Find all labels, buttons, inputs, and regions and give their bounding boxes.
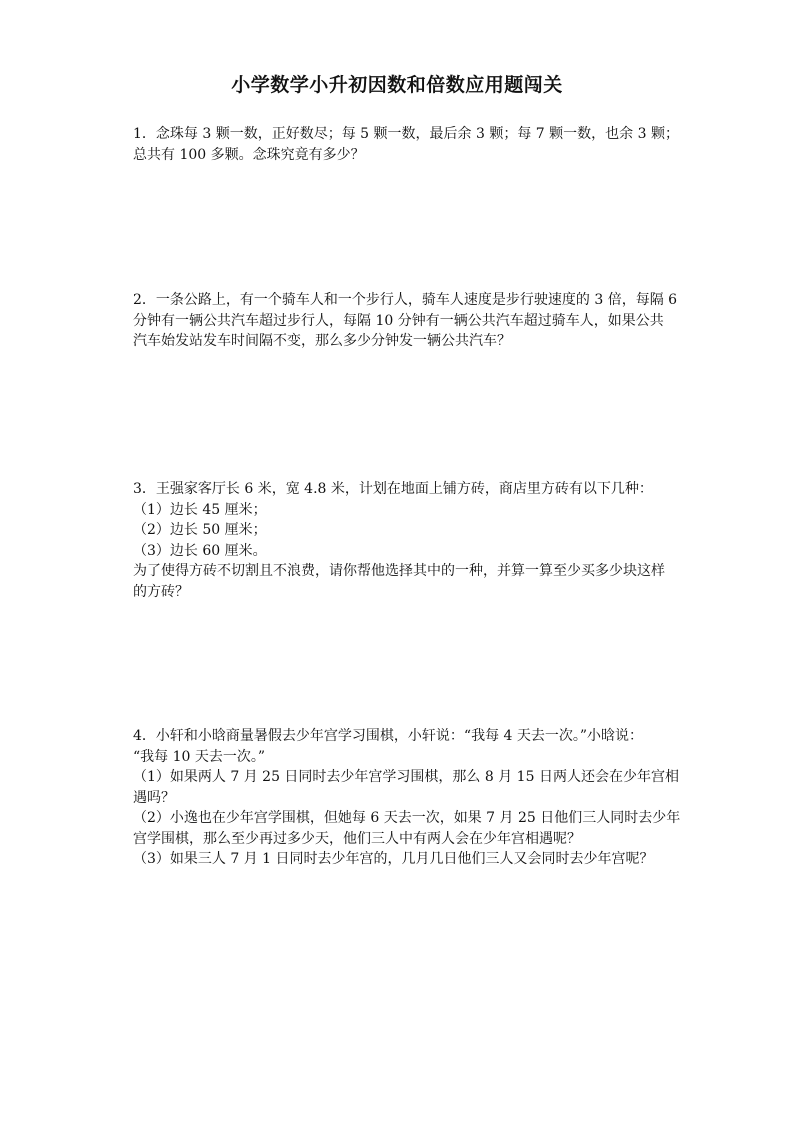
question-3-option-3: （3）边长 60 厘米。	[133, 542, 267, 559]
question-3-line-1: 3．王强家客厅长 6 米，宽 4.8 米，计划在地面上铺方砖，商店里方砖有以下几种：	[133, 481, 653, 497]
question-3-option-2: （2）边长 50 厘米；	[133, 522, 267, 538]
question-2	[133, 290, 678, 352]
question-4-sub-1-line-2: 遇吗？	[133, 789, 175, 806]
question-4-sub-2-line-1: （2）小逸也在少年宫学围棋，但她每 6 天去一次，如果 7 月 25 日他们三人同时去少年	[133, 810, 681, 826]
page-title: 小学数学小升初因数和倍数应用题闯关	[231, 74, 563, 96]
question-3-line-5: 为了使得方砖不切割且不浪费，请你帮他选择其中的一种，并算一算至少买多少块这样	[133, 563, 665, 579]
question-4-sub-2-line-2: 宫学围棋，那么至少再过多少天，他们三人中有两人会在少年宫相遇呢？	[133, 830, 581, 847]
question-2-line-3: 汽车始发站发车时间隔不变，那么多少分钟发一辆公共汽车？	[133, 333, 511, 349]
question-3-option-1: （1）边长 45 厘米；	[133, 501, 267, 518]
question-1-line-2: 总共有 100 多颗。念珠究竟有多少？	[133, 146, 365, 163]
question-4	[133, 726, 681, 870]
question-1	[133, 124, 679, 165]
question-4-sub-1-line-1: （1）如果两人 7 月 25 日同时去少年宫学习围棋，那么 8 月 15 日两人还会在少年宫相	[133, 769, 679, 785]
question-2-line-1: 2．一条公路上，有一个骑车人和一个步行人，骑车人速度是步行驶速度的 3 倍，每隔 6	[133, 292, 678, 308]
question-4-line-2: “我每 10 天去一次。”	[133, 748, 266, 765]
question-2-line-2: 分钟有一辆公共汽车超过步行人，每隔 10 分钟有一辆公共汽车超过骑车人，如果公共	[133, 312, 664, 329]
question-4-line-1: 4．小轩和小晗商量暑假去少年宫学习围棋，小轩说：“我每 4 天去一次。”小晗说：	[133, 728, 644, 744]
question-3	[133, 479, 663, 602]
question-1-line-1: 1．念珠每 3 颗一数，正好数尽；每 5 颗一数，最后余 3 颗；每 7 颗一数，也余 3 颗；	[133, 126, 679, 142]
question-3-line-6: 的方砖？	[133, 583, 189, 600]
question-4-sub-3: （3）如果三人 7 月 1 日同时去少年宫的，几月几日他们三人又会同时去少年宫呢？	[133, 851, 654, 867]
